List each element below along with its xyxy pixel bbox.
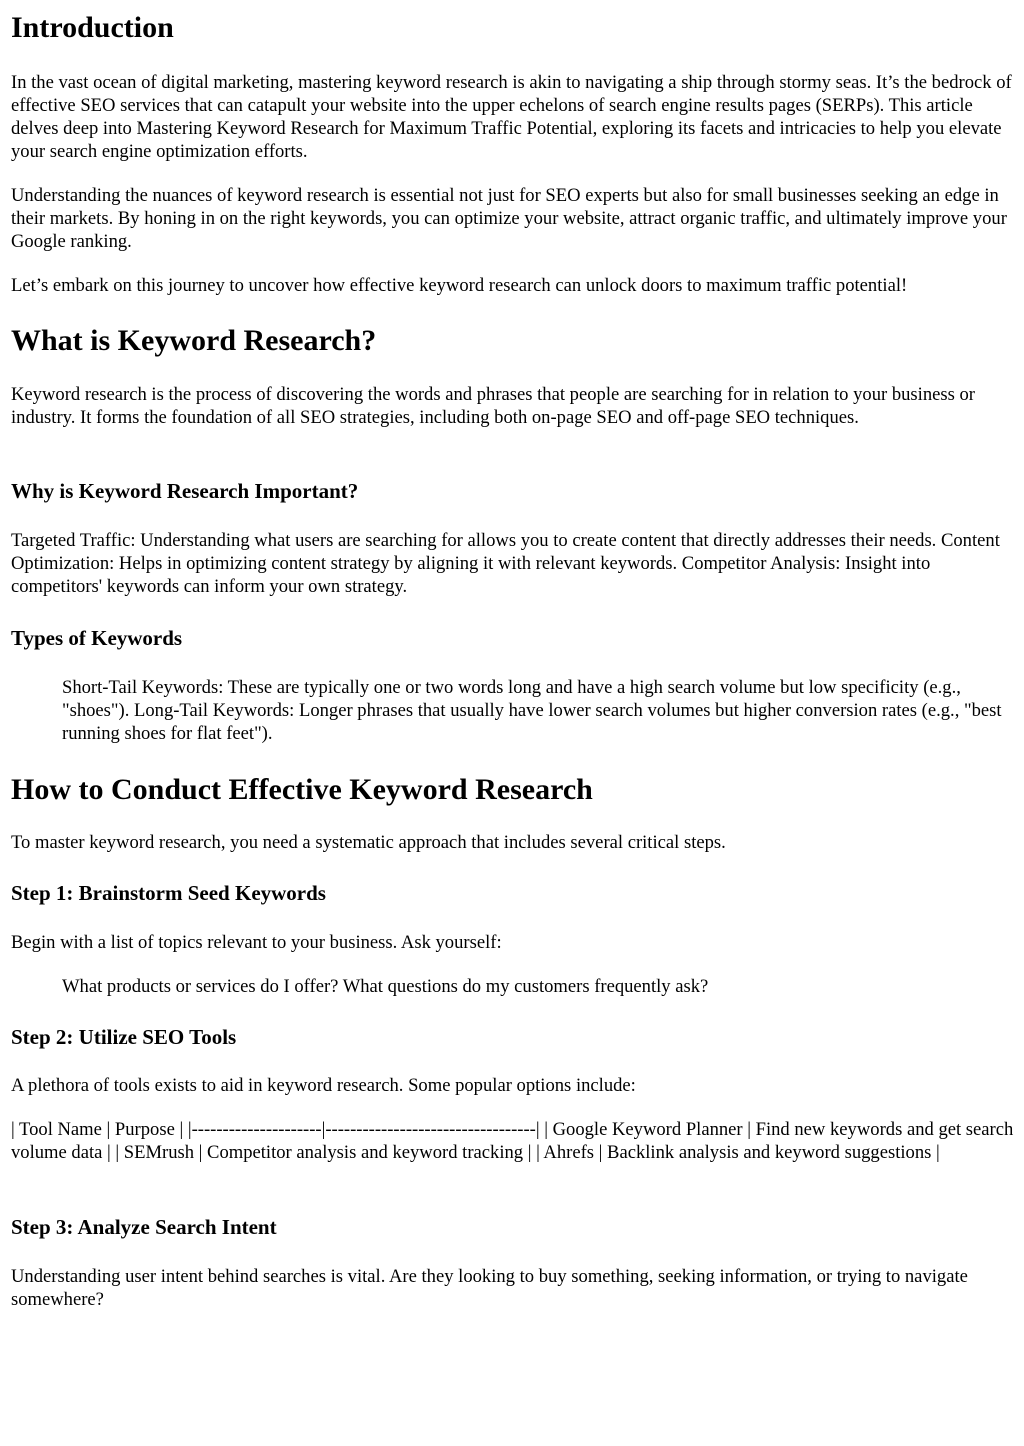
- step2-heading: Step 2: Utilize SEO Tools: [11, 1025, 237, 1049]
- intro-heading: Introduction: [11, 11, 174, 44]
- intro-paragraph-1: In the vast ocean of digital marketing, mastering keyword research is akin to navigating a ship through stormy seas. It’s the bedrock of effective SEO services that can catapult your website into the upper echelons of search engine results pages (SERPs). This article delves deep into Mastering Keyword Research for Maximum Traffic Potential, exploring its facets and intricacies to help you elevate your search engine optimization efforts.: [11, 72, 1012, 162]
- step2-paragraph: A plethora of tools exists to aid in keyword research. Some popular options include:: [11, 1075, 636, 1096]
- why-heading: Why is Keyword Research Important?: [11, 479, 359, 503]
- step2-table-text: | Tool Name | Purpose | |---------------------|----------------------------------| | Google Keyword Planner | Find new keywords and get search volume data | | SEMrush | Competitor analysis and keyword tracking | | Ahrefs | Backlink analysis and keyword suggestions |: [11, 1119, 1014, 1163]
- intro-paragraph-3: Let’s embark on this journey to uncover how effective keyword research can unlock doors to maximum traffic potential!: [11, 275, 908, 296]
- step3-heading: Step 3: Analyze Search Intent: [11, 1215, 277, 1239]
- how-heading: How to Conduct Effective Keyword Research: [11, 773, 593, 806]
- step1-heading: Step 1: Brainstorm Seed Keywords: [11, 881, 326, 905]
- types-heading: Types of Keywords: [11, 626, 183, 650]
- how-paragraph: To master keyword research, you need a systematic approach that includes several critical steps.: [11, 832, 726, 853]
- types-blockquote: Short-Tail Keywords: These are typically one or two words long and have a high search volume but low specificity (e.g., "shoes"). Long-Tail Keywords: Longer phrases that usually have lower search volumes but higher conversion rates (e.g., "best running shoes for flat feet").: [62, 677, 1002, 744]
- step1-paragraph: Begin with a list of topics relevant to your business. Ask yourself:: [11, 932, 502, 953]
- intro-paragraph-2: Understanding the nuances of keyword research is essential not just for SEO experts but also for small businesses seeking an edge in their markets. By honing in on the right keywords, you can optimize your website, attract organic traffic, and ultimately improve your Google ranking.: [11, 185, 1007, 252]
- why-paragraph: Targeted Traffic: Understanding what users are searching for allows you to create content that directly addresses their needs. Content Optimization: Helps in optimizing content strategy by aligning it with relevant keywords. Competitor Analysis: Insight into competitors' keywords can inform your own strategy.: [11, 530, 1000, 597]
- step3-paragraph: Understanding user intent behind searches is vital. Are they looking to buy something, seeking information, or trying to navigate somewhere?: [11, 1266, 968, 1310]
- what-paragraph: Keyword research is the process of discovering the words and phrases that people are searching for in relation to your business or industry. It forms the foundation of all SEO strategies, including both on-page SEO and off-page SEO techniques.: [11, 384, 975, 428]
- step1-questions: What products or services do I offer? What questions do my customers frequently ask?: [62, 976, 709, 997]
- what-heading: What is Keyword Research?: [11, 324, 377, 357]
